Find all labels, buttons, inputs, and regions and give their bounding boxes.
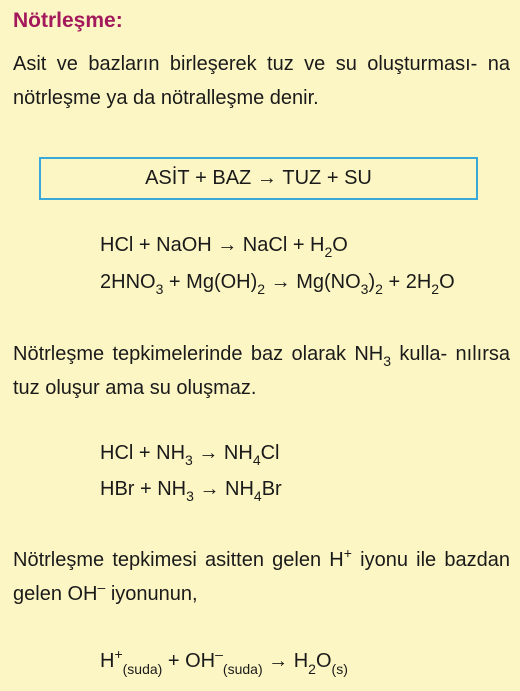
formula-plus: +: [195, 167, 207, 189]
ammonia-paragraph: Nötrleşme tepkimelerinde baz olarak $NH_3$ kulla- nılırsa tuz oluşur ama su oluşmaz.: [13, 343, 510, 399]
ion-paragraph: Nötrleşme tepkimesi asitten gelen H+ iyonu ile bazdan gelen OH– iyonunun,: [13, 545, 511, 605]
equation-hno3-mgoh2: $2HNO_3 + Mg(OH)_2 \to Mg(NO_3)_2 + 2H_2O$: [100, 271, 455, 297]
formula-base: BAZ: [212, 167, 252, 189]
equation-hbr-nh3: HBr + $NH_3 \to NH_4Br$: [100, 478, 282, 504]
formula-water: SU: [344, 167, 372, 189]
equation-hcl-nh3: HCl + $NH_3 \to NH_4Cl$: [100, 442, 280, 468]
formula-salt: TUZ: [282, 167, 322, 189]
section-title: Nötrleşme:: [13, 9, 123, 32]
equation-hcl-naoh: HCl + NaOH → NaCl + $H_2O$: [100, 234, 348, 260]
definition-paragraph: Asit ve bazların birleşerek tuz ve su oluşturması- na nötrleşme ya da nötralleşme denir.: [13, 53, 510, 109]
formula-arrow: →: [256, 167, 277, 189]
equation-net-ionic: $H^+_{(suda)} + OH^-_{(suda)} \to H_2O_{(s)}$: [100, 646, 348, 677]
general-formula-box: [39, 157, 478, 200]
formula-acid: ASİT: [145, 167, 190, 189]
formula-plus: +: [326, 167, 339, 189]
